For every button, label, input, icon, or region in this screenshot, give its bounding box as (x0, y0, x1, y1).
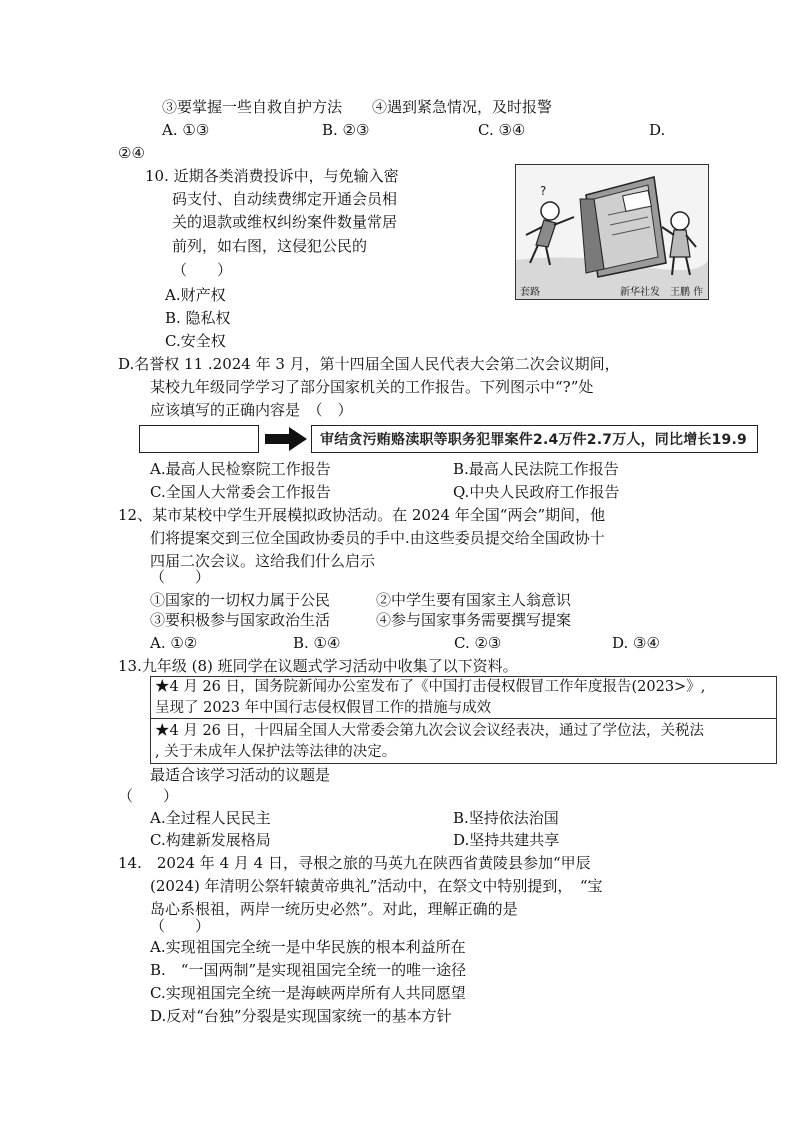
q12-line2: 们将提案交到三位全国政协委员的手中.由这些委员提交给全国政协十 (150, 529, 605, 547)
q13-box2-line2: , 关于未成年人保护法等法律的决定。 (155, 744, 397, 760)
q14-line2: (2024) 年清明公祭轩辕黄帝典礼”活动中，在祭文中特别提到， “宝 (150, 877, 603, 895)
q11-option-c[interactable]: C.全国人大常委会工作报告 (150, 483, 331, 501)
q14-option-a[interactable]: A.实现祖国完全统一是中华民族的根本利益所在 (150, 938, 466, 956)
q11-line2: 某校九年级同学学习了部分国家机关的工作报告。下列图示中“?”处 (150, 378, 594, 396)
q11-option-b[interactable]: B.最高人民法院工作报告 (453, 460, 619, 478)
q12-item4: ④参与国家事务需要撰写提案 (376, 611, 572, 629)
q13-option-c[interactable]: C.构建新发展格局 (150, 831, 271, 849)
q14-line3: 岛心系根祖，两岸一统历史必然”。对此，理解正确的是 (150, 900, 518, 918)
q13-option-a[interactable]: A.全过程人民民主 (150, 809, 271, 827)
q9-option-d[interactable]: D. (649, 121, 666, 139)
q13-box1-line2: 呈现了 2023 年中国行志侵权假冒工作的措施与成效 (155, 700, 492, 716)
flow-result-box (311, 425, 758, 453)
q14-bracket: （ ） (150, 917, 211, 935)
q10-line2: 码支付、自动续费绑定开通会员相 (172, 190, 398, 208)
flow-result-text: 审结贪污贿赂渎职等职务犯罪案件2.4万件2.7万人，同比增长19.9 (320, 432, 747, 448)
q12-option-a[interactable]: A. ①② (150, 634, 198, 652)
q11-line1: D.名誉权 11 .2024 年 3 月，第十四届全国人民代表大会第二次会议期间， (118, 355, 620, 373)
q10-line1: 10. 近期各类消费投诉中，与免输入密 (145, 167, 399, 185)
q14-option-d[interactable]: D.反对“台独”分裂是实现国家统一的基本方针 (150, 1007, 452, 1025)
q12-line3: 四届二次会议。这给我们什么启示 (150, 552, 376, 570)
q13-line2: 最适合该学习活动的议题是 (150, 766, 331, 784)
q10-option-c[interactable]: C.安全权 (165, 332, 226, 350)
q9-items-line: ③要掌握一些自救自护方法 ④遇到紧急情况，及时报警 (162, 98, 553, 116)
q9-option-b[interactable]: B. ②③ (322, 121, 370, 139)
q14-option-b[interactable]: B. “一国两制”是实现祖国完全统一的唯一途径 (150, 961, 467, 979)
q10-line4: 前列，如右图，这侵犯公民的 (172, 237, 368, 255)
q12-item1: ①国家的一切权力属于公民 (150, 591, 331, 609)
svg-text:?: ? (540, 184, 547, 198)
q13-option-b[interactable]: B.坚持依法治国 (453, 809, 559, 827)
q11-option-d[interactable]: Q.中央人民政府工作报告 (453, 483, 620, 501)
q12-bracket: （ ） (150, 568, 211, 586)
q12-item3: ③要积极参与国家政治生活 (150, 611, 331, 629)
q13-material-box-1 (150, 676, 777, 720)
q13-line1: 13.九年级 (8) 班同学在议题式学习活动中收集了以下资料。 (118, 657, 518, 675)
q12-option-c[interactable]: C. ②③ (454, 634, 502, 652)
q9-option-d-cont: ②④ (118, 144, 145, 162)
q10-option-b[interactable]: B. 隐私权 (165, 309, 231, 327)
cartoon-caption-right: 新华社发 王鹏 作 (620, 287, 704, 298)
q11-line3: 应该填写的正确内容是 （ ） (150, 401, 353, 419)
cartoon-illustration (515, 164, 709, 300)
q12-line1: 12、某市某校中学生开展模拟政协活动。在 2024 年全国“两会”期间，他 (118, 506, 606, 524)
q14-line1: 14. 2024 年 4 月 4 日，寻根之旅的马英九在陕西省黄陵县参加“甲辰 (118, 854, 591, 872)
q10-line3: 关的退款或维权纠纷案件数量常居 (172, 213, 398, 231)
q13-bracket: （ ） (118, 787, 179, 805)
q11-option-a[interactable]: A.最高人民检察院工作报告 (150, 460, 331, 478)
cartoon-caption-left: 套路 (520, 287, 540, 298)
q13-material-box-2 (150, 718, 777, 764)
q14-option-c[interactable]: C.实现祖国完全统一是海峡两岸所有人共同愿望 (150, 984, 466, 1002)
right-arrow-icon (265, 427, 307, 451)
q12-item2: ②中学生要有国家主人翁意识 (376, 591, 572, 609)
q10-bracket: （ ） (172, 261, 233, 279)
q12-option-b[interactable]: B. ①④ (293, 634, 341, 652)
q9-option-a[interactable]: A. ①③ (162, 121, 210, 139)
q10-option-a[interactable]: A.财产权 (165, 286, 226, 304)
cartoon-drawing (516, 165, 708, 299)
q13-box1-line1: ★4 月 26 日，国务院新闻办公室发布了《中国打击侵权假冒工作年度报告(2023>》, (155, 679, 706, 695)
q12-option-d[interactable]: D. ③④ (612, 634, 660, 652)
q13-option-d[interactable]: D.坚持共建共享 (453, 831, 560, 849)
q9-option-c[interactable]: C. ③④ (478, 121, 526, 139)
flow-blank-box (139, 425, 259, 453)
q13-box2-line1: ★4 月 26 日，十四届全国人大常委会第九次会议会议经表决，通过了学位法，关税法 (155, 723, 705, 739)
